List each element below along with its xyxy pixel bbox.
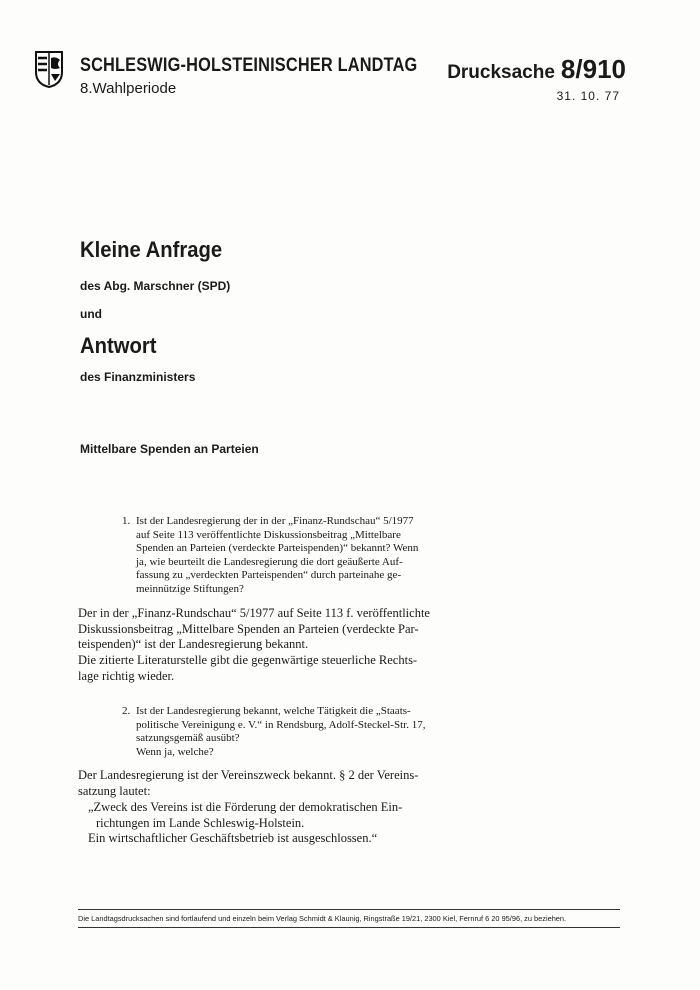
answer-line: lage richtig wieder. (78, 668, 175, 683)
heading-antwort: Antwort (80, 333, 157, 358)
legislative-period: 8.Wahlperiode (80, 80, 177, 97)
answer-2-quote (88, 800, 438, 847)
coat-of-arms-icon (34, 50, 64, 88)
heading-kleine-anfrage: Kleine Anfrage (80, 237, 223, 262)
answer-line: satzung lautet: (78, 783, 151, 798)
answer-line: Ein wirtschaftlicher Geschäftsbetrieb ist ausgeschlossen.“ (88, 831, 378, 845)
answer-line: Die zitierte Literaturstelle gibt die gegenwärtige steuerliche Rechts- (78, 653, 418, 667)
question-2 (136, 705, 454, 759)
asker: des Abg. Marschner (SPD) (80, 279, 231, 293)
answer-2-paragraph-1 (78, 768, 435, 799)
answer-line: „Zweck des Vereins ist die Förderung der demokratischen Ein- (88, 800, 403, 814)
subject: Mittelbare Spenden an Parteien (80, 442, 259, 456)
question-number: 2. (122, 705, 131, 717)
answer-line: Der in der „Finanz-Rundschau“ 5/1977 auf Seite 113 f. veröffentlichte (78, 606, 430, 620)
und-label: und (80, 307, 102, 321)
parliament-name: SCHLESWIG-HOLSTEINISCHER LANDTAG (80, 55, 418, 76)
question-line: auf Seite 113 veröffentlichte Diskussionsbeitrag „Mittelbare (136, 528, 401, 541)
drucksache (440, 54, 626, 85)
answer-1-paragraph-1 (78, 606, 435, 653)
question-number: 1. (122, 515, 131, 527)
question-line: politische Vereinigung e. V.“ in Rendsburg, Adolf-Steckel-Str. 17, (136, 718, 426, 731)
question-line: meinnützige Stiftungen? (136, 582, 244, 595)
question-line: ja, wie beurteilt die Landesregierung die dort geäußerte Auf- (136, 555, 403, 568)
question-line: Ist der Landesregierung der in der „Finanz-Rundschau“ 5/1977 (136, 515, 414, 527)
answer-1-paragraph-2 (78, 653, 435, 684)
answer-line: Diskussionsbeitrag „Mittelbare Spenden an Parteien (verdeckte Par- (78, 621, 419, 636)
answer-line: richtungen im Lande Schleswig-Holstein. (96, 815, 305, 830)
document-date: 31. 10. 77 (556, 89, 620, 103)
drucksache-number: 8/910 (560, 54, 626, 84)
answer-line: teispenden)“ ist der Landesregierung bekannt. (78, 637, 309, 651)
question-line: satzungsgemäß ausübt? (136, 732, 240, 744)
respondent: des Finanzministers (80, 370, 196, 384)
footer-rule-top (78, 909, 620, 910)
question-line: Ist der Landesregierung bekannt, welche Tätigkeit die „Staats- (136, 705, 411, 717)
footer-rule-bottom (78, 927, 620, 928)
answer-line: Der Landesregierung ist der Vereinszweck bekannt. § 2 der Vereins- (78, 768, 419, 782)
drucksache-label: Drucksache (447, 62, 555, 83)
question-1 (136, 515, 454, 596)
question-line: Wenn ja, welche? (136, 745, 214, 758)
question-line: Spenden an Parteien (verdeckte Parteispenden)“ bekannt? Wenn (136, 542, 419, 554)
question-line: fassung zu „verdeckten Parteispenden“ durch parteinahe ge- (136, 569, 402, 581)
footer-note: Die Landtagsdrucksachen sind fortlaufend und einzeln beim Verlag Schmidt & Klaunig, Ringstraße 19/21, 2300 Kiel, Fernruf 6 20 95/96, zu beziehen. (78, 914, 567, 923)
